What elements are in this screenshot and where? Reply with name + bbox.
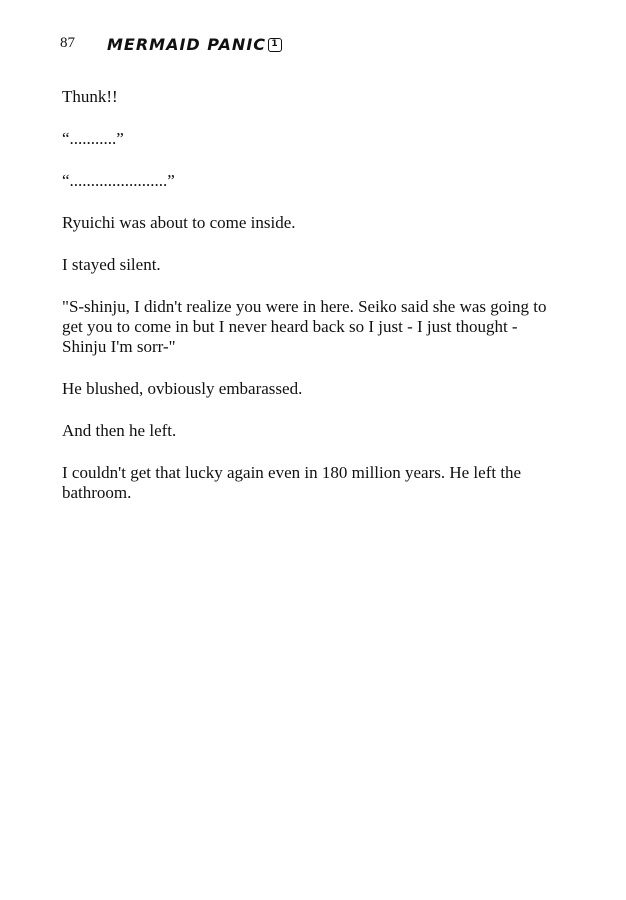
paragraph: I couldn't get that lucky again even in 180 million years. He left the bathroom. xyxy=(62,463,522,502)
paragraph: He blushed, ovbiously embarassed. xyxy=(62,379,303,398)
volume-badge: 1 xyxy=(268,38,282,52)
page-header xyxy=(60,32,282,62)
paragraph: “...........” xyxy=(62,129,124,148)
paragraph: Ryuichi was about to come inside. xyxy=(62,213,296,232)
paragraph: "S-shinju, I didn't realize you were in here. Seiko said she was going to get you to come in but I never heard back so I just - I just thought - Shinju I'm sorr-" xyxy=(62,297,547,356)
book-title-group xyxy=(107,36,282,54)
page-number: 87 xyxy=(60,35,75,51)
paragraph: “.......................” xyxy=(62,171,175,190)
paragraph: Thunk!! xyxy=(62,87,118,106)
paragraph: And then he left. xyxy=(62,421,177,440)
story-text xyxy=(62,87,562,525)
book-title: MERMAID PANIC xyxy=(107,35,267,54)
paragraph: I stayed silent. xyxy=(62,255,161,274)
